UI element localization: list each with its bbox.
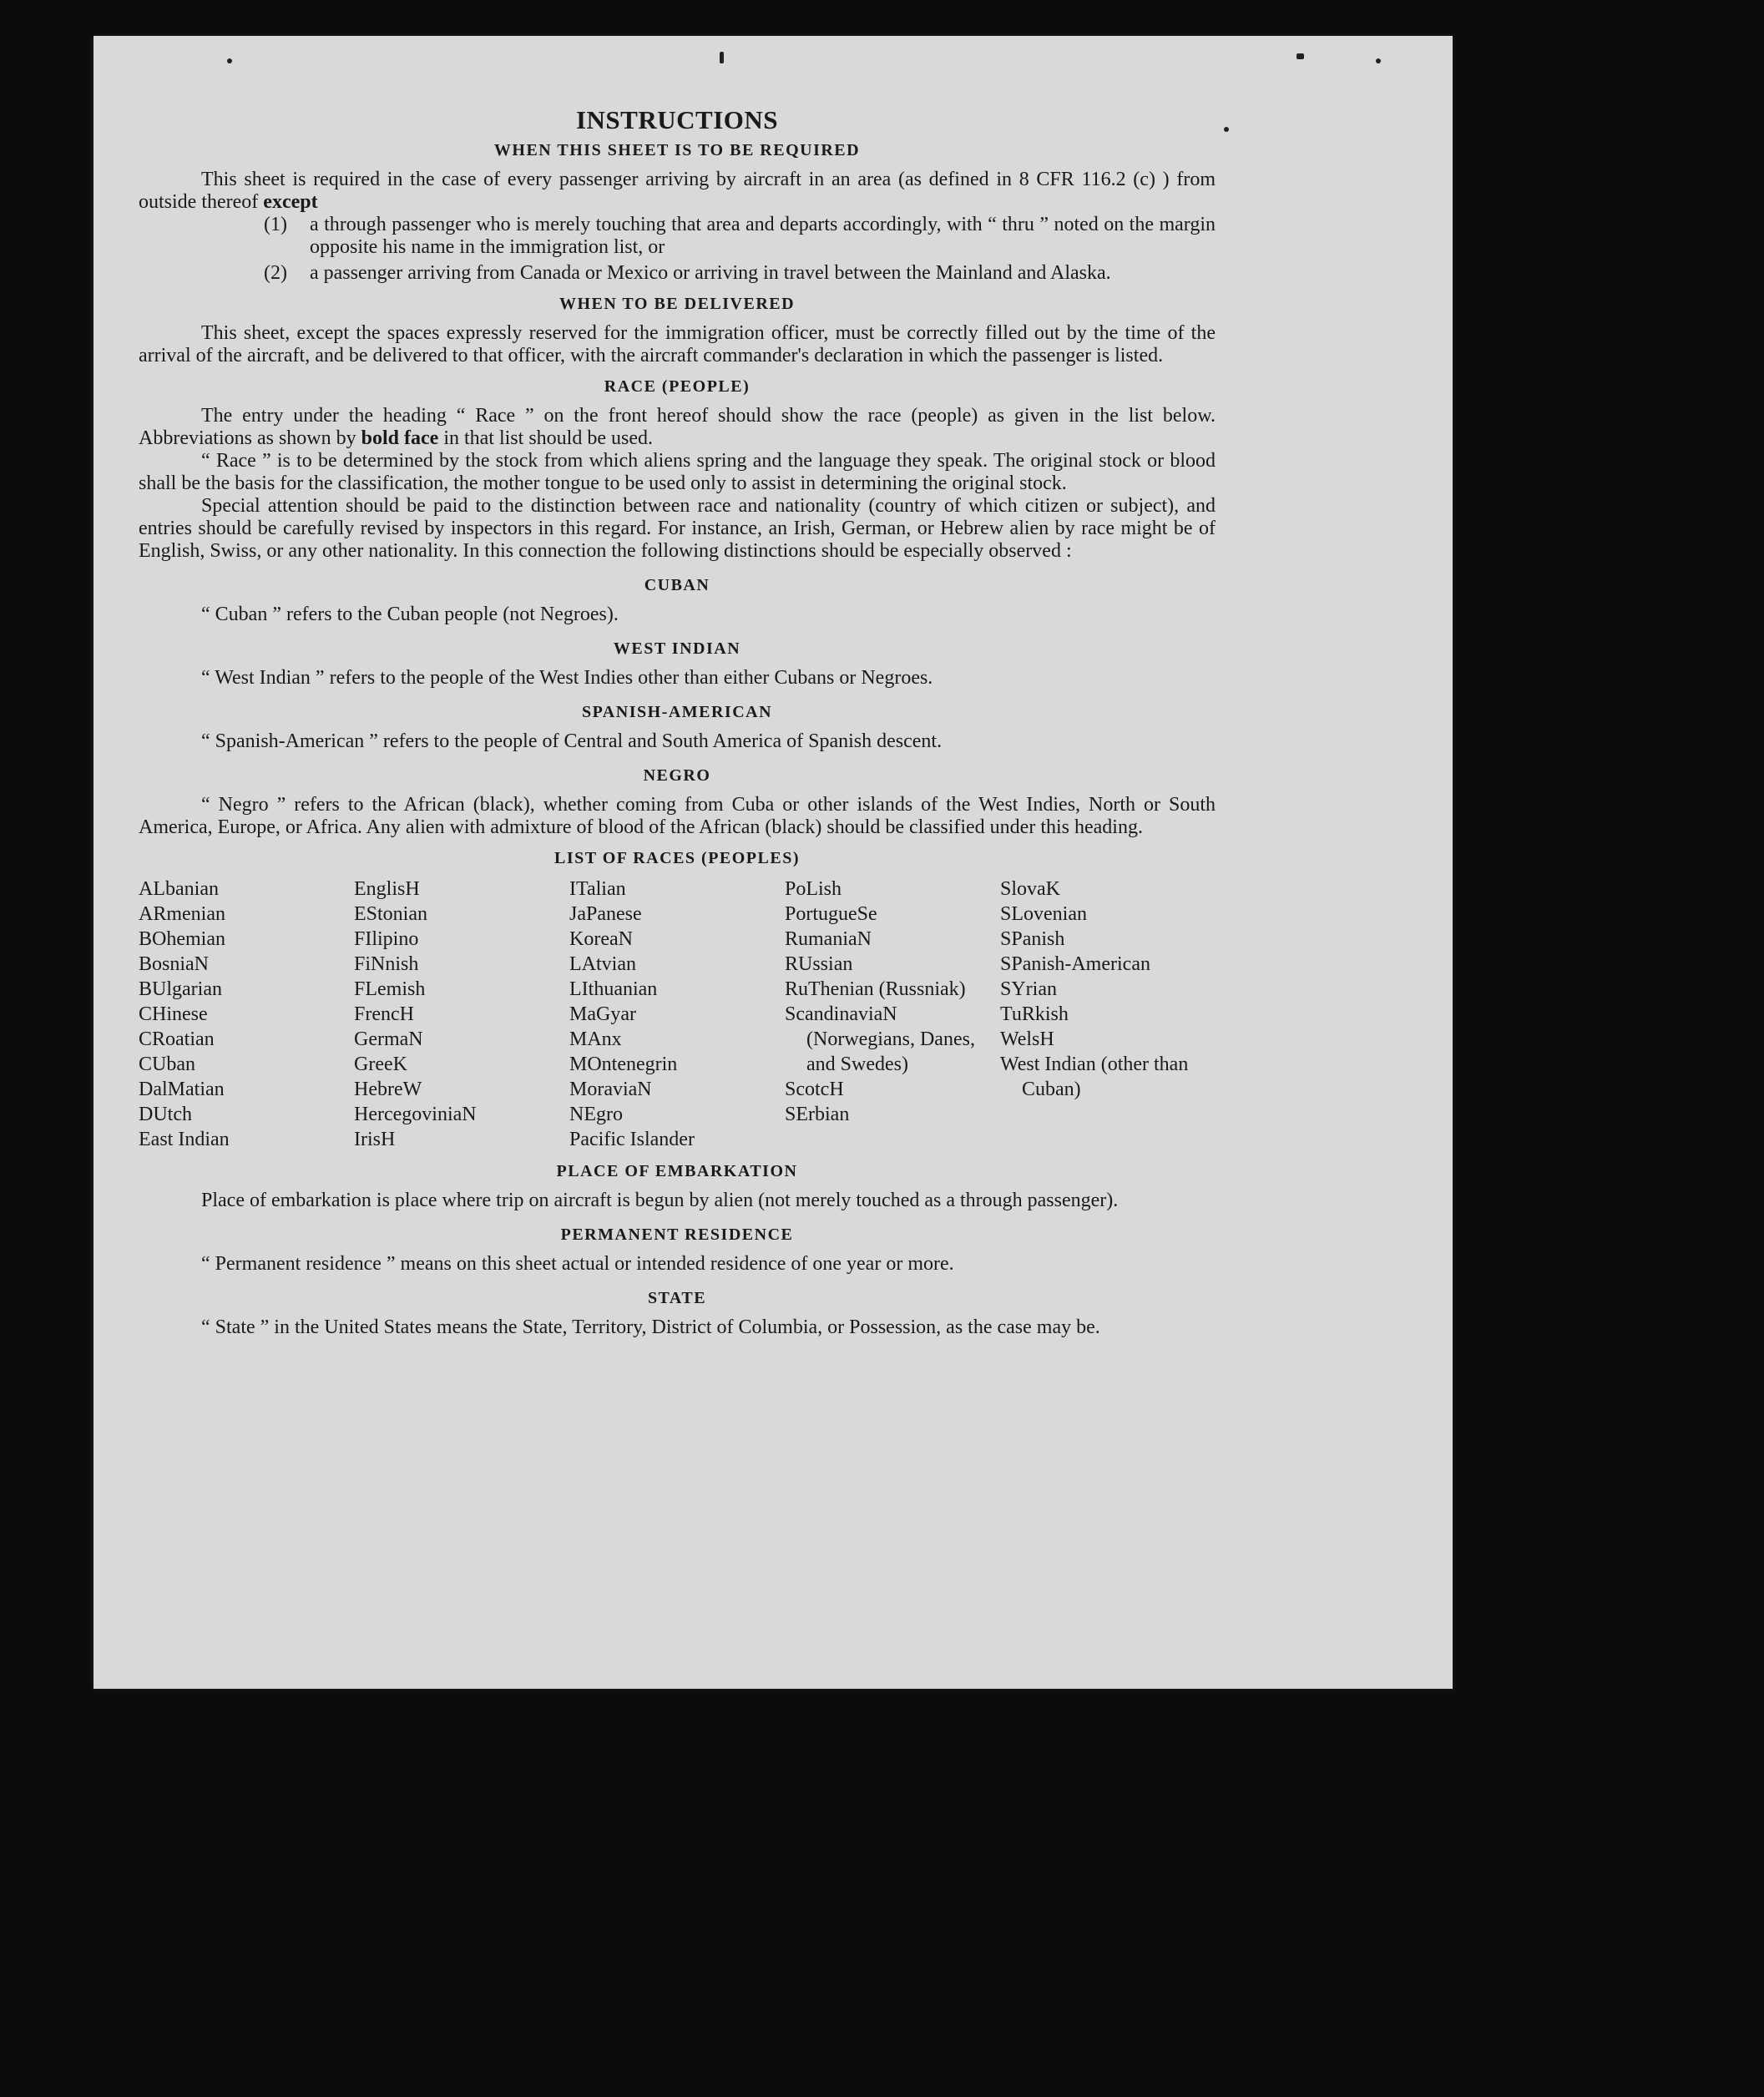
required-item-1: (1) a through passenger who is merely touching that area and departs accordingly, with “ thru ” noted on the margin opposite his name in the immigration list, or bbox=[264, 214, 1216, 258]
list-item: MaGyar bbox=[569, 1003, 636, 1025]
state-text: “ State ” in the United States means the State, Territory, District of Columbia, or Possession, as the case may be. bbox=[201, 1316, 1100, 1338]
race-list-column-2 bbox=[354, 877, 569, 1152]
list-item: LIthuanian bbox=[569, 978, 658, 1000]
list-item: RumaniaN bbox=[785, 928, 872, 950]
race-paragraph-3: Special attention should be paid to the distinction between race and nationality (country of which citizen or subject), and entries should be carefully revised by inspectors in this regard. For instance, an Irish, German, or Hebrew alien by race might be of English, Swiss, or any other nationality. In this connection the following distinctions should be especially observed : bbox=[139, 495, 1216, 562]
list-item: NEgro bbox=[569, 1104, 623, 1125]
list-item: EnglisH bbox=[354, 878, 420, 900]
list-item: BOhemian bbox=[139, 928, 225, 950]
list-item: HercegoviniaN bbox=[354, 1104, 477, 1125]
section-heading-race: RACE (PEOPLE) bbox=[604, 377, 751, 396]
list-item: LAtvian bbox=[569, 953, 636, 975]
section-heading-residence: PERMANENT RESIDENCE bbox=[560, 1225, 794, 1244]
list-item: DalMatian bbox=[139, 1079, 225, 1100]
list-item: SlovaK bbox=[1000, 878, 1060, 900]
west-indian-text: “ West Indian ” refers to the people of the West Indies other than either Cubans or Negroes. bbox=[201, 667, 933, 689]
section-heading-negro: NEGRO bbox=[643, 766, 711, 785]
scan-speck bbox=[1376, 58, 1381, 63]
list-item: ScandinaviaN (Norwegians, Danes, and Swedes) bbox=[785, 1003, 975, 1075]
list-item: KoreaN bbox=[569, 928, 633, 950]
list-item: CHinese bbox=[139, 1003, 208, 1025]
list-item: MAnx bbox=[569, 1028, 622, 1050]
list-item: Pacific Islander bbox=[569, 1129, 695, 1150]
race-paragraph-1: The entry under the heading “ Race ” on the front hereof should show the race (people) as given in the list below. Abbreviations as shown by bold face in that list should be used. bbox=[139, 405, 1216, 449]
list-item: ARmenian bbox=[139, 903, 225, 925]
race-list-column-4 bbox=[785, 877, 1000, 1152]
list-item: ScotcH bbox=[785, 1079, 844, 1100]
list-item: RUssian bbox=[785, 953, 853, 975]
list-item: East Indian bbox=[139, 1129, 230, 1150]
section-heading-west-indian: WEST INDIAN bbox=[613, 639, 741, 658]
section-heading-cuban: CUBAN bbox=[644, 576, 710, 594]
required-intro: This sheet is required in the case of every passenger arriving by aircraft in an area (as defined in 8 CFR 116.2 (c) ) from outside thereof except bbox=[139, 169, 1216, 213]
list-item: CUban bbox=[139, 1054, 195, 1075]
scan-speck bbox=[227, 58, 232, 63]
section-heading-spanish-american: SPANISH-AMERICAN bbox=[581, 703, 773, 721]
list-item: FrencH bbox=[354, 1003, 414, 1025]
list-item: FLemish bbox=[354, 978, 426, 1000]
list-item: SPanish bbox=[1000, 928, 1065, 950]
list-item: CRoatian bbox=[139, 1028, 215, 1050]
race-list-column-5 bbox=[1000, 877, 1216, 1152]
list-item: EStonian bbox=[354, 903, 427, 925]
list-item: FIlipino bbox=[354, 928, 419, 950]
delivered-text: This sheet, except the spaces expressly reserved for the immigration officer, must be correctly filled out by the time of the arrival of the aircraft, and be delivered to that officer, with the aircraft commander's declaration in which the passenger is listed. bbox=[139, 322, 1216, 366]
negro-text: “ Negro ” refers to the African (black), whether coming from Cuba or other islands of the West Indies, North or South America, Europe, or Africa. Any alien with admixture of blood of the African (black) should be classified under this heading. bbox=[139, 794, 1216, 838]
race-list-column-1 bbox=[139, 877, 354, 1152]
list-item: BUlgarian bbox=[139, 978, 222, 1000]
race-list-column-3 bbox=[569, 877, 785, 1152]
list-item: ITalian bbox=[569, 878, 626, 900]
section-heading-delivered: WHEN TO BE DELIVERED bbox=[559, 295, 796, 313]
section-heading-state: STATE bbox=[647, 1289, 707, 1307]
list-item: RuThenian (Russniak) bbox=[785, 978, 966, 1000]
cuban-text: “ Cuban ” refers to the Cuban people (not Negroes). bbox=[201, 604, 619, 625]
list-item: PoLish bbox=[785, 878, 842, 900]
residence-text: “ Permanent residence ” means on this sheet actual or intended residence of one year or more. bbox=[201, 1253, 954, 1275]
list-item: West Indian (other than Cuban) bbox=[1000, 1054, 1189, 1100]
list-item: WelsH bbox=[1000, 1028, 1054, 1050]
section-heading-required: WHEN THIS SHEET IS TO BE REQUIRED bbox=[493, 141, 861, 159]
list-item: ALbanian bbox=[139, 878, 219, 900]
list-item: GreeK bbox=[354, 1054, 407, 1075]
scan-speck bbox=[1224, 127, 1229, 132]
section-heading-race-list: LIST OF RACES (PEOPLES) bbox=[553, 849, 800, 867]
list-item: BosniaN bbox=[139, 953, 209, 975]
list-item: SPanish-American bbox=[1000, 953, 1150, 975]
scan-speck bbox=[720, 52, 724, 63]
page-title: INSTRUCTIONS bbox=[575, 105, 778, 134]
list-item: SLovenian bbox=[1000, 903, 1087, 925]
list-item: HebreW bbox=[354, 1079, 422, 1100]
list-item: PortugueSe bbox=[785, 903, 877, 925]
list-item: TuRkish bbox=[1000, 1003, 1069, 1025]
embarkation-text: Place of embarkation is place where trip on aircraft is begun by alien (not merely touched as a through passenger). bbox=[201, 1190, 1119, 1211]
list-item: SYrian bbox=[1000, 978, 1057, 1000]
section-heading-embarkation: PLACE OF EMBARKATION bbox=[556, 1162, 798, 1180]
list-item: JaPanese bbox=[569, 903, 642, 925]
list-item: FiNnish bbox=[354, 953, 419, 975]
scan-speck bbox=[1296, 53, 1304, 59]
list-item: MOntenegrin bbox=[569, 1054, 678, 1075]
race-list bbox=[139, 877, 1216, 1152]
spanish-american-text: “ Spanish-American ” refers to the people of Central and South America of Spanish descent. bbox=[201, 730, 943, 752]
list-item: SErbian bbox=[785, 1104, 850, 1125]
instructions-content bbox=[139, 105, 1216, 1339]
race-paragraph-2: “ Race ” is to be determined by the stock from which aliens spring and the language they speak. The original stock or blood shall be the basis for the classification, the mother tongue to be used only to assist in determining the original stock. bbox=[139, 450, 1216, 494]
list-item: IrisH bbox=[354, 1129, 396, 1150]
list-item: GermaN bbox=[354, 1028, 423, 1050]
list-item: MoraviaN bbox=[569, 1079, 652, 1100]
list-item: DUtch bbox=[139, 1104, 192, 1125]
required-item-2: (2) a passenger arriving from Canada or Mexico or arriving in travel between the Mainland and Alaska. bbox=[264, 262, 1111, 284]
